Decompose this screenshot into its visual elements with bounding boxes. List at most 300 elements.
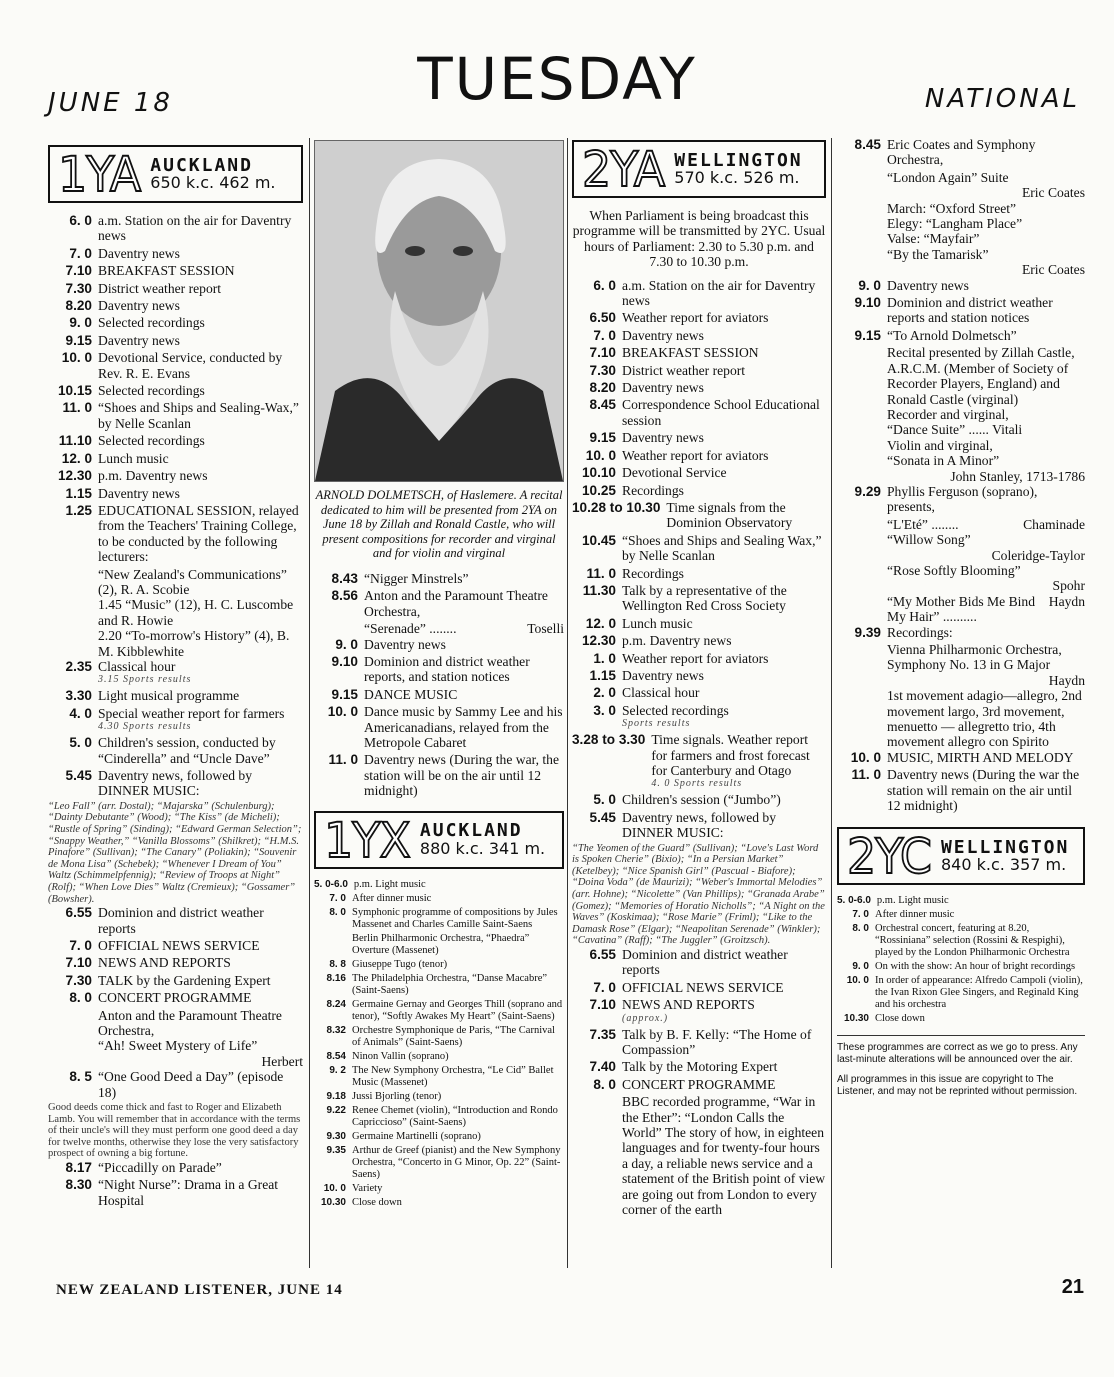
schedule-entry xyxy=(48,383,303,398)
entry-text: Daventry news xyxy=(98,245,180,261)
entry-time: 9. 2 xyxy=(329,1064,346,1076)
entry-time: 3.30 xyxy=(65,688,92,704)
entry-time: 7.10 xyxy=(65,955,92,971)
entry-text: OFFICIAL NEWS SERVICE xyxy=(622,979,784,995)
entry-time: 12.30 xyxy=(581,633,616,649)
entry-time: 2.35 xyxy=(65,658,92,674)
entry-time: 7. 0 xyxy=(852,909,869,921)
entry-description xyxy=(622,1077,826,1092)
entry-time: 6.50 xyxy=(589,310,616,326)
entry-description xyxy=(352,1131,564,1143)
entry-time: 3. 0 xyxy=(593,702,616,718)
entry-text: Correspondence School Educational session xyxy=(622,397,820,428)
schedule-list xyxy=(314,571,564,619)
schedule-entry xyxy=(314,893,564,905)
schedule-entry xyxy=(572,380,826,395)
entry-text: Daventry news xyxy=(98,332,180,348)
piece-line xyxy=(887,231,1085,246)
entry-text: NEWS AND REPORTS xyxy=(98,955,231,971)
entry-text: Daventry news (During the war the station will remain on the air until 12 midnight) xyxy=(887,767,1080,814)
footer-page-number: 21 xyxy=(1061,1276,1084,1298)
entry-time: 7.10 xyxy=(589,345,616,361)
entry-description xyxy=(887,278,1085,293)
schedule-entry xyxy=(572,947,826,978)
entry-description xyxy=(98,263,303,278)
schedule-entry xyxy=(572,533,826,564)
entry-time: 8. 0 xyxy=(69,990,92,1006)
schedule-entry xyxy=(48,281,303,296)
entry-text: Devotional Service xyxy=(622,465,727,481)
entry-text: The Philadelphia Orchestra, “Danse Macabre” (Saint-Saens) xyxy=(352,972,548,996)
entry-text: Children's session (“Jumbo”) xyxy=(622,792,781,808)
entry-time: 7. 0 xyxy=(329,892,346,904)
entry-subnote: Sports results xyxy=(622,718,691,730)
entry-text: Selected recordings xyxy=(98,315,205,331)
station-city: AUCKLAND xyxy=(419,820,523,842)
entry-time: 6.55 xyxy=(589,946,616,962)
entry-time: 8.56 xyxy=(331,588,358,604)
entry-text: Germaine Gernay and Georges Thill (soprano and tenor), “Softly Awakes My Heart” (Saint-Saens) xyxy=(352,998,563,1022)
entry-subnote: (approx.) xyxy=(622,1012,669,1024)
serenade-line xyxy=(314,621,564,636)
station-callsign: 1YX xyxy=(324,811,410,869)
entry-description xyxy=(622,533,826,564)
entry-text: “Night Nurse”: Drama in a Great Hospital xyxy=(98,1177,279,1208)
entry-description xyxy=(98,955,303,970)
station-frequency: 650 k.c. 462 m. xyxy=(150,173,276,192)
entry-text: “To Arnold Dolmetsch” xyxy=(887,327,1017,343)
entry-text: TALK by the Gardening Expert xyxy=(98,972,271,988)
schedule-entry xyxy=(572,328,826,343)
entry-time: 9.15 xyxy=(331,686,358,702)
entry-time: 12.30 xyxy=(57,468,92,484)
schedule-entry xyxy=(572,583,826,614)
entry-time: 7.30 xyxy=(65,972,92,988)
schedule-entry xyxy=(48,433,303,448)
entry-text: Orchestre Symphonique de Paris, “The Carnival of Animals” (Saint-Saens) xyxy=(352,1024,555,1048)
piece-line xyxy=(887,262,1085,277)
entry-time: 5. 0-6.0 xyxy=(314,878,348,890)
entry-description xyxy=(98,468,303,483)
entry-time: 10.30 xyxy=(843,1013,869,1025)
entry-description xyxy=(352,1065,564,1089)
schedule-entry xyxy=(572,668,826,683)
entry-text: In order of appearance: Alfredo Campoli (violin), the Ivan Rixon Glee Singers, and Reginald King and his orchestra xyxy=(875,975,1083,1011)
entry-time: 10.10 xyxy=(581,465,616,481)
station-callsign: 2YC xyxy=(847,828,931,885)
station-frequency: 840 k.c. 357 m. xyxy=(940,855,1067,875)
entry-time: 8.24 xyxy=(326,998,346,1010)
schedule-entry xyxy=(572,1059,826,1074)
schedule-entry xyxy=(314,1051,564,1063)
piece-line xyxy=(887,247,1085,262)
entry-description xyxy=(98,706,303,733)
text-line: These programmes are correct as we go to press. Any last-minute alterations will be announced over the air. xyxy=(837,1042,1078,1066)
entry-time: 12. 0 xyxy=(585,615,616,631)
entry-description xyxy=(98,735,303,766)
schedule-entry xyxy=(572,997,826,1024)
piece-composer: Spohr xyxy=(1052,578,1085,594)
portrait-image xyxy=(315,141,563,481)
page-day-title: TUESDAY xyxy=(417,45,697,113)
entry-text: Recordings: xyxy=(887,624,953,640)
entry-time: 10.30 xyxy=(320,1196,346,1208)
piece-composer: Chaminade xyxy=(1023,516,1085,532)
entry-text: NEWS AND REPORTS xyxy=(622,997,755,1013)
schedule-entry xyxy=(314,1091,564,1103)
entry-time: 10. 0 xyxy=(323,1182,346,1194)
footer-publication: NEW ZEALAND LISTENER, JUNE 14 xyxy=(56,1282,343,1298)
entry-text: a.m. Station on the air for Daventry news xyxy=(98,213,292,244)
entry-text: Time signals. Weather report for farmers and frost forecast for Canterbury and Otago xyxy=(651,732,810,778)
piece-line xyxy=(887,170,1085,185)
schedule-entry xyxy=(48,503,303,565)
schedule-entry xyxy=(837,1013,1085,1025)
entry-text: On with the show: An hour of bright recordings xyxy=(875,961,1076,973)
schedule-entry xyxy=(48,1160,303,1175)
entry-description xyxy=(875,975,1085,1011)
entry-description xyxy=(352,999,564,1023)
entry-time: 9. 0 xyxy=(69,315,92,331)
entry-time: 8.54 xyxy=(326,1050,346,1062)
entry-text: “Piccadilly on Parade” xyxy=(98,1160,222,1175)
entry-description xyxy=(622,668,826,683)
entry-description xyxy=(622,583,826,614)
station-city: AUCKLAND xyxy=(150,154,253,176)
entry-description xyxy=(622,810,826,841)
schedule-entry xyxy=(314,879,564,891)
entry-time: 10. 0 xyxy=(850,749,881,765)
entry-description xyxy=(887,767,1085,813)
column-2ya-evening-2yc xyxy=(837,137,1085,1106)
text-line: Haydn xyxy=(1048,672,1085,688)
entry-time: 8. 8 xyxy=(329,958,346,970)
station-box-1yx xyxy=(314,811,564,869)
schedule-entry xyxy=(48,213,303,244)
recordings-details xyxy=(837,642,1085,750)
schedule-list xyxy=(48,1069,303,1100)
entry-text: Dominion and district weather reports xyxy=(98,905,264,936)
concert-line: Anton and the Paramount Theatre Orchestra, xyxy=(98,1007,282,1038)
entry-description xyxy=(622,430,826,445)
schedule-entry xyxy=(314,907,564,931)
schedule-entry xyxy=(837,961,1085,973)
entry-text: “One Good Deed a Day” (episode 18) xyxy=(98,1069,284,1100)
entry-description xyxy=(98,1177,303,1208)
schedule-entry xyxy=(572,500,826,531)
schedule-entry xyxy=(314,1197,564,1209)
entry-subnote: 4. 0 Sports results xyxy=(651,778,743,790)
entry-description xyxy=(622,997,826,1024)
entry-description xyxy=(887,295,1085,326)
schedule-entry xyxy=(572,1077,826,1092)
entry-time: 6. 0 xyxy=(593,277,616,293)
entry-time: 4. 0 xyxy=(69,705,92,721)
entry-text: Dominion and district weather reports xyxy=(622,946,788,978)
schedule-entry xyxy=(572,448,826,463)
schedule-entry xyxy=(314,1183,564,1195)
entry-description xyxy=(352,933,564,957)
schedule-entry xyxy=(48,315,303,330)
entry-time: 1. 0 xyxy=(593,650,616,666)
entry-text: Weather report for aviators xyxy=(622,310,769,326)
entry-time: 9.10 xyxy=(854,295,881,311)
schedule-entry xyxy=(572,651,826,666)
entry-text: Classical hour xyxy=(98,658,176,674)
entry-time: 10.45 xyxy=(581,532,616,548)
schedule-list xyxy=(48,659,303,799)
entry-time: 8.20 xyxy=(65,298,92,314)
entry-description xyxy=(98,973,303,988)
entry-text: Devotional Service, conducted by Rev. R. E. Evans xyxy=(98,350,283,381)
entry-time: 7.10 xyxy=(65,263,92,279)
entry-text: CONCERT PROGRAMME xyxy=(622,1076,776,1092)
entry-description xyxy=(98,486,303,501)
entry-subnote: 3.15 Sports results xyxy=(98,674,192,686)
entry-description xyxy=(98,383,303,398)
entry-description xyxy=(622,380,826,395)
text-line: 2.20 “To-morrow's History” (4), B. M. Kibblewhite xyxy=(98,628,290,659)
entry-text: p.m. Light music xyxy=(353,878,426,890)
schedule-entry xyxy=(572,792,826,807)
text-line: John Stanley, 1713-1786 xyxy=(950,468,1085,484)
piece-title: “Serenade” ........ xyxy=(364,621,457,637)
entry-description xyxy=(622,947,826,978)
entry-time: 8.17 xyxy=(65,1160,92,1175)
entry-description xyxy=(887,750,1085,765)
entry-description xyxy=(875,1013,1085,1025)
entry-time: 9. 0 xyxy=(858,277,881,293)
schedule-entry xyxy=(314,973,564,997)
entry-time: 7. 0 xyxy=(593,979,616,995)
schedule-entry xyxy=(314,1145,564,1181)
entry-description xyxy=(622,465,826,480)
entry-time: 10. 0 xyxy=(61,350,92,366)
entry-description xyxy=(352,1197,564,1209)
station-box-2ya xyxy=(572,140,826,198)
schedule-entry xyxy=(837,295,1085,326)
schedule-entry xyxy=(572,483,826,498)
entry-time: 5. 0 xyxy=(69,735,92,751)
schedule-list xyxy=(48,213,303,565)
schedule-entry xyxy=(572,1027,826,1058)
entry-text: Daventry news xyxy=(622,430,704,446)
entry-description xyxy=(875,923,1085,959)
entry-time: 1.25 xyxy=(65,502,92,518)
entry-description xyxy=(98,350,303,381)
entry-time: 6.55 xyxy=(65,905,92,921)
entry-description xyxy=(98,1160,303,1175)
entry-text: Light musical programme xyxy=(98,688,240,704)
entry-text: Daventry news xyxy=(622,667,704,683)
entry-text: Variety xyxy=(352,1182,383,1194)
schedule-entry xyxy=(48,659,303,686)
entry-time: 10.15 xyxy=(57,383,92,399)
concert-line: “Ah! Sweet Mystery of Life” xyxy=(98,1038,258,1054)
entry-description xyxy=(352,1105,564,1129)
entry-text: Selected recordings xyxy=(98,383,205,399)
schedule-entry xyxy=(314,704,564,750)
piece-composer: Eric Coates xyxy=(1021,262,1085,278)
text-line: 1.45 “Music” (12), H. C. Luscombe and R. Howie xyxy=(98,597,294,628)
schedule-entry xyxy=(48,400,303,431)
piece-line xyxy=(887,578,1085,593)
entry-time: 8.43 xyxy=(331,570,358,586)
schedule-list xyxy=(837,895,1085,1025)
photo-caption: ARNOLD DOLMETSCH, of Haslemere. A recital dedicated to him will be presented from 2YA on June 18 by Zillah and Ronald Castle, who will present compositions for recorder and virginal and for violin and virginal xyxy=(315,488,563,561)
entry-description xyxy=(622,363,826,378)
entry-text: Orchestral concert, featuring at 8.20, “Rossiniana” selection (Rossini & Respighi), played by the London Philharmonic Orchestra xyxy=(875,923,1070,959)
entry-time: 8.45 xyxy=(854,137,881,152)
piece-title: “London Again” Suite xyxy=(887,169,1009,185)
entry-time: 10.25 xyxy=(581,482,616,498)
entry-description xyxy=(364,752,564,798)
schedule-entry xyxy=(314,654,564,685)
schedule-entry xyxy=(837,923,1085,959)
piece-composer: Toselli xyxy=(527,621,564,637)
schedule-entry xyxy=(48,688,303,703)
entry-time: 9.29 xyxy=(854,483,881,499)
entry-text: Lunch music xyxy=(98,450,169,466)
piece-line xyxy=(887,594,1085,625)
column-rule xyxy=(831,138,832,1268)
schedule-entry xyxy=(314,1131,564,1143)
portrait-photo xyxy=(314,140,564,482)
text-line: Symphony No. 13 in G Major xyxy=(887,657,1051,673)
entry-description xyxy=(98,1069,303,1100)
entry-description xyxy=(622,980,826,995)
entry-text: Eric Coates and Symphony Orchestra, xyxy=(887,137,1036,168)
entry-text: Recordings xyxy=(622,565,684,581)
concert-composer: Herbert xyxy=(261,1053,303,1069)
dolmetsch-details xyxy=(837,345,1085,484)
entry-description xyxy=(887,328,1085,343)
entry-description xyxy=(98,315,303,330)
schedule-entry xyxy=(314,637,564,652)
entry-description xyxy=(352,973,564,997)
schedule-entry xyxy=(572,980,826,995)
schedule-entry xyxy=(48,486,303,501)
entry-time: 7. 0 xyxy=(593,327,616,343)
entry-description xyxy=(352,959,564,971)
entry-description xyxy=(98,298,303,313)
piece-title: “Willow Song” xyxy=(887,532,971,548)
entry-time: 7.30 xyxy=(65,280,92,296)
column-rule xyxy=(567,138,568,1268)
entry-time: 7. 0 xyxy=(69,937,92,953)
entry-text: Talk by the Motoring Expert xyxy=(622,1059,778,1075)
entry-description xyxy=(98,333,303,348)
schedule-entry xyxy=(314,1065,564,1089)
entry-time: 2. 0 xyxy=(593,685,616,701)
schedule-entry xyxy=(48,468,303,483)
schedule-entry xyxy=(48,1069,303,1100)
schedule-entry xyxy=(837,625,1085,640)
entry-description xyxy=(98,400,303,431)
entry-description xyxy=(352,1051,564,1063)
entry-time: 7.40 xyxy=(589,1059,616,1075)
entry-description xyxy=(98,281,303,296)
entry-time: 5. 0 xyxy=(593,792,616,808)
schedule-list xyxy=(837,484,1085,515)
entry-time: 8.20 xyxy=(589,380,616,396)
lecturer-list xyxy=(48,567,303,659)
piece-line xyxy=(887,548,1085,563)
schedule-entry xyxy=(314,1025,564,1049)
entry-text: Anton and the Paramount Theatre Orchestra, xyxy=(364,588,548,619)
piece-line xyxy=(887,185,1085,200)
schedule-entry xyxy=(48,973,303,988)
entry-text: Dance music by Sammy Lee and his Americanadians, relayed from the Metropole Cabaret xyxy=(364,704,563,751)
entry-time: 8. 5 xyxy=(69,1069,92,1085)
entry-text: Weather report for aviators xyxy=(622,447,769,463)
entry-description xyxy=(364,637,564,652)
entry-description xyxy=(622,483,826,498)
schedule-entry xyxy=(314,588,564,619)
entry-time: 10. 0 xyxy=(846,975,869,987)
entry-text: Daventry news (During the war, the station will be on the air until 12 midnight) xyxy=(364,752,559,799)
entry-time: 5.45 xyxy=(589,809,616,825)
parliament-notice: When Parliament is being broadcast this programme will be transmitted by 2YC. Usual hours of Parliament: 2.30 to 5.30 p.m. and 7.30 to 10.30 p.m. xyxy=(572,208,826,270)
schedule-entry xyxy=(48,246,303,261)
entry-time: 1.15 xyxy=(589,667,616,683)
text-line: All programmes in this issue are copyright to The Listener, and may not be reprinted without permission. xyxy=(837,1074,1078,1098)
schedule-entry xyxy=(48,768,303,799)
entry-text: Lunch music xyxy=(622,615,693,631)
entry-text: Daventry news xyxy=(98,485,180,501)
entry-description xyxy=(352,1091,564,1103)
page-date: JUNE 18 xyxy=(48,88,173,118)
entry-text: Dominion and district weather reports, and station notices xyxy=(364,654,530,685)
entry-description xyxy=(622,566,826,581)
entry-time xyxy=(314,933,352,957)
schedule-entry xyxy=(837,750,1085,765)
schedule-entry xyxy=(48,955,303,970)
entry-text: Daventry news, followed by DINNER MUSIC: xyxy=(98,768,253,799)
piece-line xyxy=(887,563,1085,578)
entry-text: Daventry news, followed by DINNER MUSIC: xyxy=(622,809,777,841)
piece-title: “My Mother Bids Me Bind My Hair” .......... xyxy=(887,593,1036,625)
entry-time: 11. 0 xyxy=(328,752,358,768)
entry-time: 7.10 xyxy=(589,997,616,1013)
piece-composer: Coleridge-Taylor xyxy=(991,547,1085,563)
entry-text: Selected recordings xyxy=(98,433,205,449)
entry-description xyxy=(98,688,303,703)
entry-text: CONCERT PROGRAMME xyxy=(98,990,252,1006)
schedule-entry xyxy=(314,687,564,702)
schedule-entry xyxy=(48,298,303,313)
entry-text: Recordings xyxy=(622,482,684,498)
entry-description xyxy=(666,500,826,531)
text-line: 1st movement adagio—allegro, 2nd movement largo, 3rd movement, menuetto — allegretto trio, 4th movement allegro con Spirito xyxy=(887,688,1082,750)
schedule-entry xyxy=(572,566,826,581)
dinner-music-list: “The Yeomen of the Guard” (Sullivan); “Love's Last Word is Spoken Cherie” (Bixio); “In a Persian Market” (Ketelbey); “Nice Spanish Girl” (Pascual - Biafore); “Doina Voda” (de Maurizi); “Weber's Immortal Melodies” (arr. Hohne); “Nicolette” (Van Phillips); “Granada Arabe” (Gomez); “Memories of Horatio Nicholls”; “A Night on the Waves” (Koskimaa); “Rose Marie” (Friml); “Like to the Damask Rose” (Elgar); “Neapolitan Serenade” (Winkler); “Cavatina” (Raff); “The Juggler” (Groitzsch). xyxy=(572,842,825,947)
entry-text: Jussi Bjorling (tenor) xyxy=(352,1090,442,1102)
schedule-entry xyxy=(314,1105,564,1129)
text-line: “New Zealand's Communications” (2), R. A. Scobie xyxy=(98,566,287,597)
schedule-entry xyxy=(48,905,303,936)
entry-description xyxy=(622,792,826,807)
entry-description xyxy=(622,703,826,730)
station-box-2yc xyxy=(837,827,1085,885)
schedule-entry xyxy=(48,735,303,766)
entry-text: Talk by B. F. Kelly: “The Home of Compassion” xyxy=(622,1026,812,1057)
entry-description xyxy=(622,345,826,360)
schedule-entry xyxy=(314,752,564,798)
entry-text: MUSIC, MIRTH AND MELODY xyxy=(887,749,1074,765)
piece-title: “By the Tamarisk” xyxy=(887,246,989,262)
station-frequency: 570 k.c. 526 m. xyxy=(674,168,800,187)
